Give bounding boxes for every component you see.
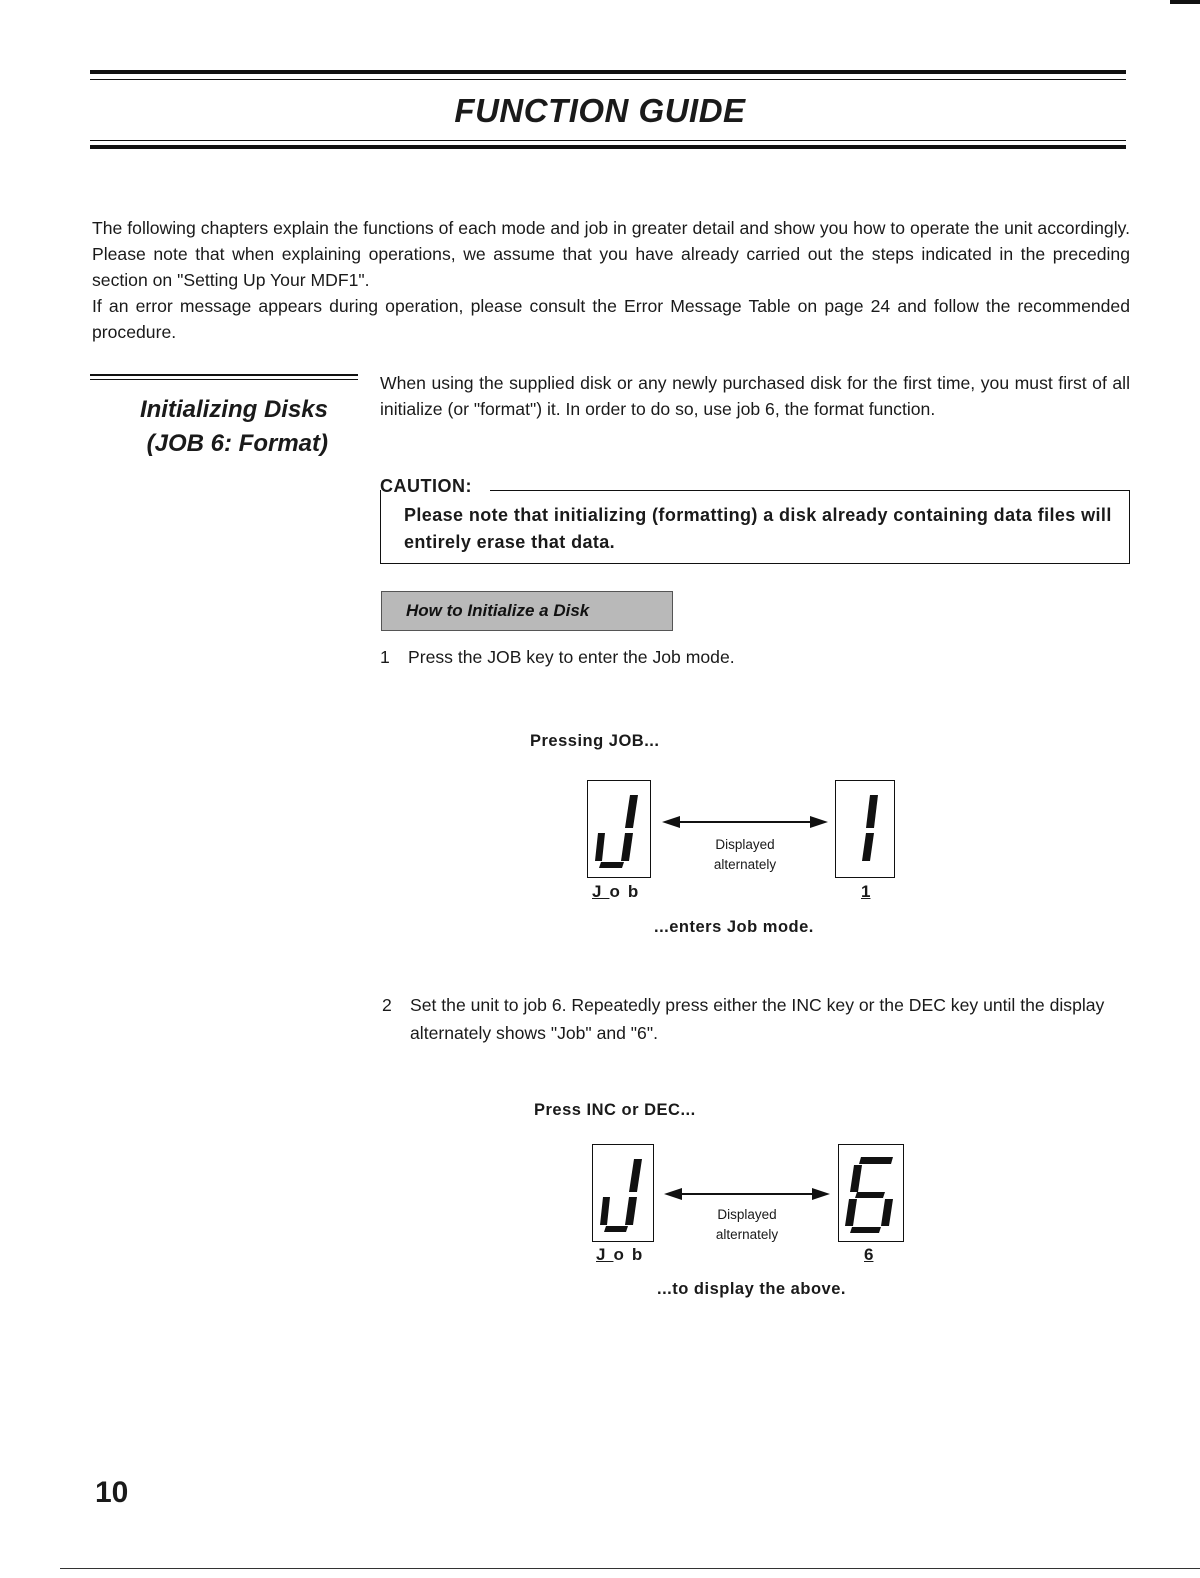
intro-paragraph-1: The following chapters explain the functions of each mode and job in greater detail and show you how to operate the unit accordingly. Please note that when explaining operations, we assume that you have already carried out the steps indicated in the preceding section on "Setting Up Your MDF1". (92, 218, 1130, 290)
step-2-caption-top: Press INC or DEC... (534, 1101, 696, 1119)
step-2-caption-bottom: ...to display the above. (657, 1280, 846, 1298)
section-rule (90, 374, 358, 376)
page-title: FUNCTION GUIDE (454, 92, 746, 129)
section-heading-line-2: (JOB 6: Format) (146, 430, 328, 457)
label-job-rest: ob (609, 882, 647, 901)
display-job-left-1 (587, 780, 651, 878)
howto-banner (381, 591, 673, 631)
caution-text: Please note that initializing (formatting) a disk already containing data files will entirely erase that data. (404, 505, 1112, 552)
section-body: When using the supplied disk or any newly purchased disk for the first time, you must first of all initialize (or "format") it. In order to do so, use job 6, the format function. (380, 373, 1130, 419)
label-job-2 (596, 1245, 650, 1265)
label-digit-1: 1 (861, 882, 871, 901)
step-number: 2 (382, 995, 392, 1015)
arrow-note-line-1: Displayed (715, 837, 775, 852)
corner-mark (1170, 0, 1200, 4)
label-job-first: J (596, 1245, 614, 1264)
arrow-note-line-1: Displayed (717, 1207, 777, 1222)
display-job-left-2 (592, 1144, 654, 1242)
page-number: 10 (95, 1476, 129, 1509)
intro-paragraph-2: If an error message appears during operation, please consult the Error Message Table on page 24 and follow the recommended procedure. (92, 296, 1130, 342)
step-1-caption-top: Pressing JOB... (530, 732, 660, 750)
label-job-1 (592, 882, 646, 902)
bottom-edge-line (60, 1568, 1200, 1569)
section-heading-line-1: Initializing Disks (139, 396, 328, 423)
step-1-caption-bottom: ...enters Job mode. (654, 918, 814, 936)
display-digit-6 (838, 1144, 904, 1242)
caution-top-rule (490, 490, 1130, 491)
header-bottom-rule-thin (90, 140, 1126, 141)
arrow-note (690, 835, 800, 875)
header-top-rule (90, 70, 1126, 74)
howto-label: How to Initialize a Disk (406, 601, 590, 620)
arrow-note-line-2: alternately (715, 1227, 779, 1242)
step-text: Set the unit to job 6. Repeatedly press either the INC key or the DEC key until the display alternately shows "Job" and "6". (410, 995, 1105, 1043)
header-top-rule-thin (90, 79, 1126, 80)
section-heading (90, 393, 328, 461)
label-job-rest: ob (613, 1245, 651, 1264)
label-job-first: J (592, 882, 610, 901)
arrow-note (692, 1205, 802, 1245)
section-rule-thin (90, 379, 358, 380)
caution-label: CAUTION: (380, 476, 472, 496)
double-arrow-icon (664, 1186, 830, 1202)
step-number: 1 (380, 647, 390, 667)
double-arrow-icon (662, 814, 828, 830)
header-bottom-rule (90, 145, 1126, 149)
step-text: Press the JOB key to enter the Job mode. (408, 647, 735, 667)
display-digit-1 (835, 780, 895, 878)
arrow-note-line-2: alternately (713, 857, 777, 872)
label-digit-6: 6 (864, 1245, 874, 1264)
intro-text (92, 215, 1130, 345)
